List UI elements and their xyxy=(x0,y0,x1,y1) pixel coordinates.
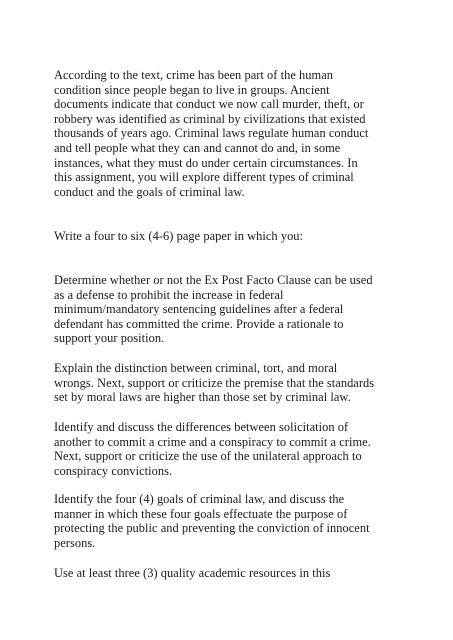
assignment-instruction: Write a four to six (4-6) page paper in which you: xyxy=(54,229,304,243)
intro-paragraph: According to the text, crime has been part of the human condition since people began to live in groups. Ancient documents indicate that conduct we now call murder, theft, or robbery was identified as criminal by civilizations that existed thousands of years ago. Criminal laws regulate human conduct and tell people what they can and cannot do and, in some instances, what they must do under certain circumstances. In this assignment, you will explore different types of criminal conduct and the goals of criminal law. xyxy=(54,68,369,199)
requirement-criminal-tort-moral: Explain the distinction between criminal, tort, and moral wrongs. Next, support or criticize the premise that the standards set by moral laws are higher than those set by criminal law. xyxy=(54,361,375,405)
requirement-solicitation-conspiracy: Identify and discuss the differences between solicitation of another to commit a crime and a conspiracy to commit a crime. Next, support or criticize the use of the unilateral approach to conspiracy convictions. xyxy=(54,420,371,478)
requirement-goals-criminal-law: Identify the four (4) goals of criminal law, and discuss the manner in which these four goals effectuate the purpose of protecting the public and preventing the conviction of innocent persons. xyxy=(54,492,370,550)
requirement-ex-post-facto: Determine whether or not the Ex Post Facto Clause can be used as a defense to prohibit the increase in federal minimum/mandatory sentencing guidelines after a federal defendant has committed the crime. Provide a rationale to support your position. xyxy=(54,273,373,346)
requirement-resources: Use at least three (3) quality academic resources in this xyxy=(54,566,331,580)
